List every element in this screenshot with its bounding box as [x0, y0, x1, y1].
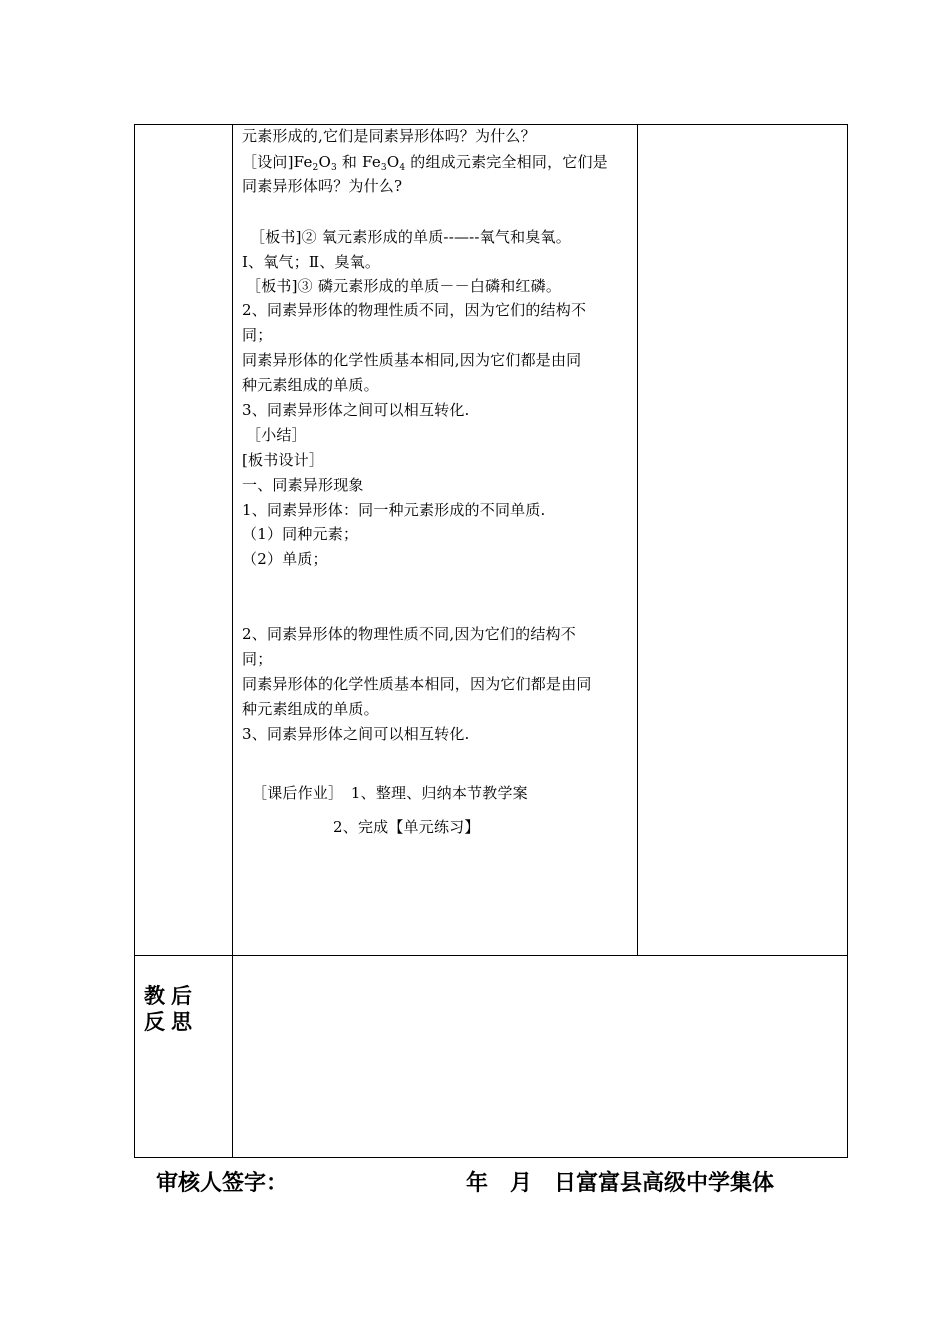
table-border-right [847, 124, 848, 1158]
text-line: 元素形成的,它们是同素异形体吗？为什么？ [242, 127, 536, 145]
subscript: 2 [312, 163, 319, 173]
text-line: ［板书]③ 磷元素形成的单质－－白磷和红磷。 [246, 277, 562, 295]
subscript: 3 [380, 163, 387, 173]
text-line: 2、完成【单元练习】 [333, 818, 480, 836]
text-line: Ⅰ、氧气；Ⅱ、臭氧。 [242, 253, 381, 271]
date-school-line: 年 月 日富富县高级中学集体 [466, 1171, 775, 1196]
subscript: 3 [330, 163, 337, 173]
table-col-divider-1 [232, 124, 233, 1158]
text-line: 同素异形体的化学性质基本相同,因为它们都是由同 [242, 351, 582, 369]
text-line: （1）同种元素； [242, 525, 359, 543]
text-line: 同素异形体的化学性质基本相同，因为它们都是由同 [242, 675, 592, 693]
text-line: （2）单质； [242, 550, 328, 568]
signature-label: 审核人签字： [156, 1171, 289, 1196]
formula-text: O [318, 153, 331, 171]
table-border-bottom [134, 1157, 848, 1158]
text-line: 种元素组成的单质。 [242, 376, 379, 394]
reflection-label-line: 教后 [144, 984, 198, 1008]
text-line: 一、同素异形现象 [242, 476, 364, 494]
text-line-formula [242, 152, 608, 178]
formula-text: O [386, 153, 400, 171]
formula-text: 的组成元素完全相同，它们是 [405, 153, 608, 171]
text-line: 2、同素异形体的物理性质不同,因为它们的结构不 [242, 625, 576, 643]
formula-text: ［设问]Fe [242, 153, 313, 171]
formula-text: 和 Fe [336, 153, 381, 171]
table-border-left [134, 124, 135, 1158]
text-line: ［小结］ [246, 426, 307, 444]
text-line: 同素异形体吗？为什么? [242, 177, 403, 195]
subscript: 4 [399, 163, 406, 173]
text-line: 同； [242, 326, 273, 344]
text-line: 1、同素异形体：同一种元素形成的不同单质. [242, 501, 546, 519]
text-line: [板书设计］ [242, 451, 325, 469]
table-row-divider [134, 955, 848, 956]
text-line: 同； [242, 650, 273, 668]
text-line: 种元素组成的单质。 [242, 700, 379, 718]
table-col-divider-2 [637, 124, 638, 955]
table-border-top [134, 124, 848, 125]
text-line: 3、同素异形体之间可以相互转化. [242, 401, 470, 419]
text-line: 3、同素异形体之间可以相互转化. [242, 725, 470, 743]
text-line: 2、同素异形体的物理性质不同，因为它们的结构不 [242, 301, 587, 319]
text-line: ［板书]② 氧元素形成的单质--—--氧气和臭氧。 [250, 228, 571, 246]
reflection-label-line: 反思 [144, 1010, 198, 1034]
text-line: ［课后作业］ 1、整理、归纳本节教学案 [252, 784, 528, 802]
